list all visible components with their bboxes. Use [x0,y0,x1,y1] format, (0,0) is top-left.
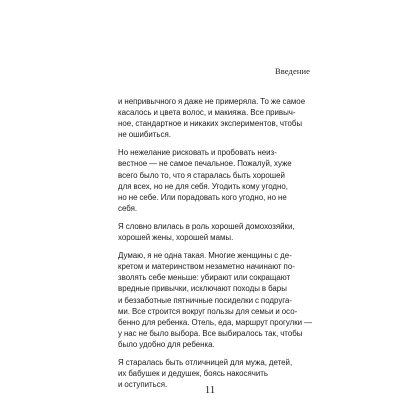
text-line: себя. [118,203,138,213]
text-line: Но нежелание рисковать и пробовать неиз- [118,148,277,158]
page-number: 11 [204,384,216,396]
text-line: кретом и материнством незаметно начинают по- [118,262,295,272]
paragraph [118,250,312,350]
text-line: ное, стандартное и никаких экспериментов, чтобы [118,119,303,129]
text-line: и беззаботные пятничные посиделки с подруга- [118,295,292,305]
paragraph [118,147,304,214]
text-line: Я словно влилась в роль хорошей домохозяйки, [118,221,295,231]
text-line: вредные привычки, исключают походы в бары [118,284,287,294]
text-line: было удобно для ребенка. [118,339,215,349]
text-line: касалось и цвета волос, и макияжа. Все привыч- [118,108,296,118]
text-line: для всех, но не для себя. Угодить кому угодно, [118,181,288,191]
text-line: у нас не было выбора. Все выбиралось так, чтобы [118,328,303,338]
text-line: вестное — не самое печальное. Пожалуй, хуже [118,159,292,169]
text-line: не ошибиться. [118,130,171,140]
text-line: и оступиться. [118,380,168,390]
text-line: ми. Все строится вокруг пользы для семьи и осо- [118,306,298,316]
paragraph [118,221,304,243]
text-line: зволять себе меньше: убирают или сокращают [118,273,291,283]
running-head: Введение [274,66,310,76]
text-line: их бабушек и дедушек, боясь накосячить [118,369,269,379]
text-line: Думаю, я не одна такая. Многие женщины с де- [118,251,292,261]
text-line: Я старалась быть отличницей для мужа, детей, [118,357,293,367]
text-line: хорошей жены, хорошей мамы. [118,233,234,243]
text-line: бенно для ребенка. Отель, еда, маршрут прогулки — [118,317,312,327]
text-line: но не себе. Или порадовать кого угодно, но не [118,192,287,202]
paragraph [118,96,304,140]
text-line: и непривычного я даже не примеряла. То же самое [118,97,306,106]
body-text [118,96,312,397]
text-line: всего было то, что я старалась быть хорошей [118,170,285,180]
